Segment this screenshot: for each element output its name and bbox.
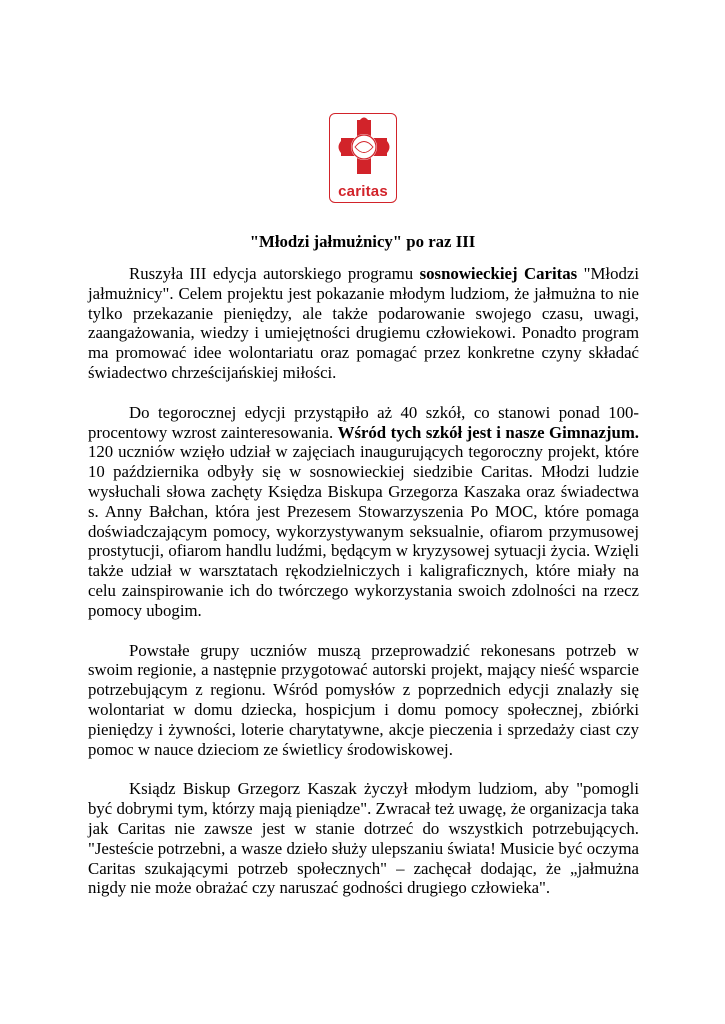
flame-right [387,141,390,153]
text-run: 120 uczniów wzięło udział w zajęciach inaugurujących tegoroczny projekt, które 10 października odbyły się w sosnowieckiej siedzibie Caritas. Młodzi ludzie wysłuchali słowa zachęty Księdza Biskupa Grzegorza Kaszaka oraz świadectwa s. Anny Bałchan, która jest Prezesem Stowarzyszenia Po MOC, które pomaga doświadczającym pomocy, wykorzystywanym seksualnie, ofiarom przymusowej prostytucji, ofiarom handlu ludźmi, będącym w kryzysowej sytuacji życia. Wzięli także udział w warsztatach rękodzielniczych i kaligraficznych, które miały na celu zainspirowanie ich do twórczego wykorzystania swoich zdolności na rzecz pomocy ubogim. [88,442,639,620]
document-title: "Młodzi jałmużnicy" po raz III [249,232,476,251]
caritas-logo [329,113,397,203]
bold-text: Wśród tych szkół jest i nasze Gimnazjum. [337,422,640,442]
text-run: Do tegorocznej edycji przystąpiło aż 40 szkół, co stanowi ponad 100-procentowy wzrost zainteresowania. [88,402,639,442]
paragraph-2 [88,403,639,621]
text-run: Ruszyła III edycja autorskiego programu [129,264,420,283]
text-run: Powstałe grupy uczniów muszą przeprowadzić rekonesans potrzeb w swoim regionie, a następnie przygotować autorski projekt, mający nieść wsparcie potrzebującym z regionu. Wśród pomysłów z poprzednich edycji znalazły się wolontariat w domu dziecka, hospicjum i domu pomocy społecznej, zbiórki pieniędzy i żywności, loterie charytatywne, akcje pieczenia i sprzedaży ciast czy pomoc w nauce dzieciom ze świetlicy środowiskowej. [88,640,639,759]
text-run: "Młodzi jałmużnicy". Celem projektu jest pokazanie młodym ludziom, że jałmużna to nie tylko przekazanie pieniędzy, ale także podarowanie swojego czasu, uwagi, zaangażowania, wiedzy i umiejętności drugiemu człowiekowi. Ponadto program ma promować idee wolontariatu oraz pomagać przez konkretne czyny składać świadectwo chrześcijańskiej miłości. [88,264,639,382]
logo-wordmark: caritas [338,183,388,200]
flame-top [360,118,368,121]
flame-left [339,141,342,153]
bold-text: sosnowieckiej Caritas [419,264,578,283]
article-body [88,264,639,918]
paragraph-4 [88,779,639,898]
paragraph-3 [88,641,639,760]
text-run: Ksiądz Biskup Grzegorz Kaszak życzył młodym ludziom, aby "pomogli być dobrymi tym, którzy mają pieniądze". Zwracał też uwagę, że organizacja taka jak Caritas nie zawsze jest w stanie dotrzeć do wszystkich potrzebujących. "Jesteście potrzebni, a wasze dzieło służy ulepszaniu świata! Musicie być oczyma Caritas szukającymi potrzeb społecznych" – zachęcał dodając, że „jałmużna nigdy nie może obrażać czy naruszać godności drugiego człowieka". [88,779,639,898]
paragraph-1 [88,264,639,383]
